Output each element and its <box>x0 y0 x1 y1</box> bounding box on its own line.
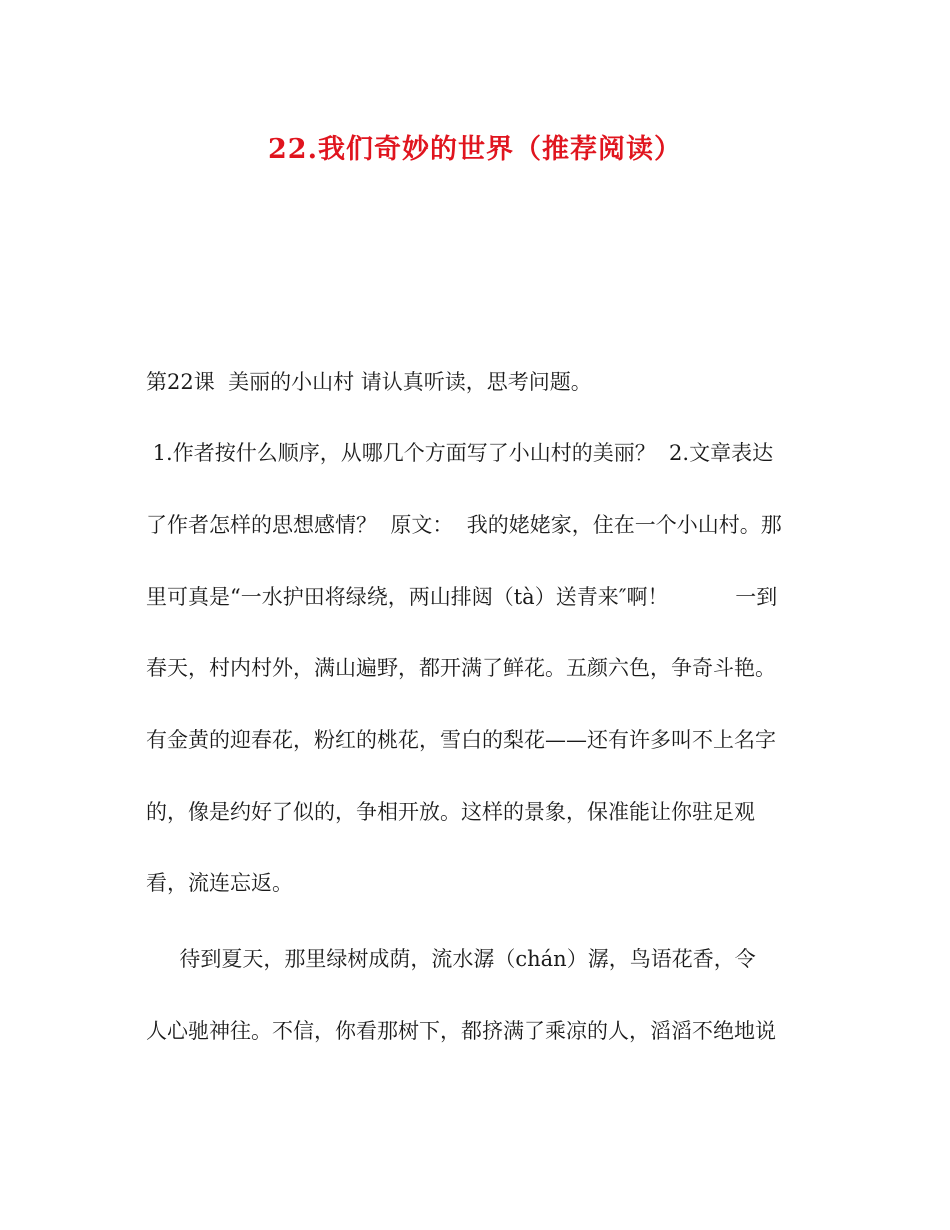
paragraph-line-4: 里可真是“一水护田将绿绕，两山排闼（tà）送青来″啊！ 一到 <box>146 585 778 609</box>
paragraph-line-10: 人心驰神往。不信，你看那树下，都挤满了乘凉的人，滔滔不绝地说 <box>146 1019 776 1043</box>
paragraph-line-3: 了作者怎样的思想感情？ 原文： 我的姥姥家，住在一个小山村。那 <box>146 513 782 537</box>
paragraph-line-9: 待到夏天，那里绿树成荫，流水潺（chán）潺，鸟语花香，令 <box>146 947 756 971</box>
document-title: 22.我们奇妙的世界（推荐阅读） <box>268 134 682 165</box>
paragraph-line-8: 看，流连忘返。 <box>146 871 293 895</box>
paragraph-line-5: 春天，村内村外，满山遍野，都开满了鲜花。五颜六色，争奇斗艳。 <box>146 656 776 680</box>
paragraph-line-1: 第22课 美丽的小山村 请认真听读，思考问题。 <box>146 370 592 394</box>
paragraph-line-6: 有金黄的迎春花，粉红的桃花，雪白的梨花——还有许多叫不上名字 <box>146 728 776 752</box>
paragraph-line-7: 的，像是约好了似的，争相开放。这样的景象，保准能让你驻足观 <box>146 800 755 824</box>
paragraph-line-2: 1.作者按什么顺序，从哪几个方面写了小山村的美丽？ 2.文章表达 <box>146 441 774 465</box>
